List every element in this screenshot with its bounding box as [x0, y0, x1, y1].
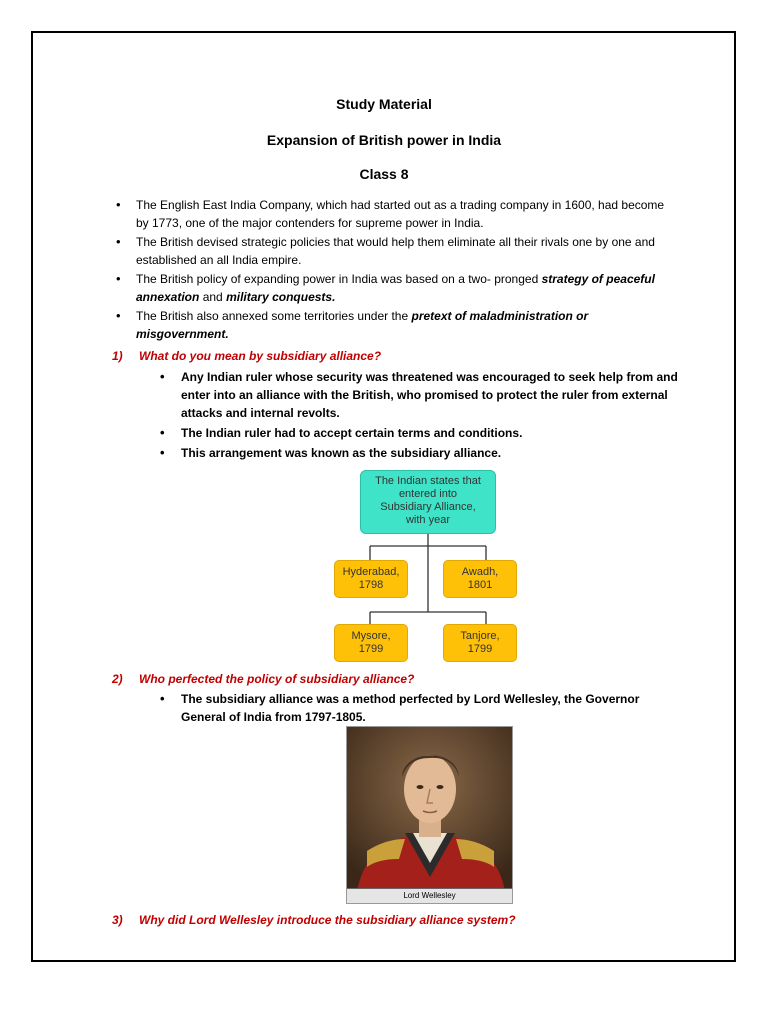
subsidiary-alliance-diagram [330, 470, 525, 670]
diagram-state-box-hyderabad: Hyderabad, 1798 [334, 560, 408, 598]
diagram-root-box: The Indian states that entered into Subsidiary Alliance, with year [360, 470, 496, 534]
class-label: Class 8 [359, 166, 409, 182]
diagram-state-box-tanjore: Tanjore, 1799 [443, 624, 517, 662]
question-3: 3) Why did Lord Wellesley introduce the subsidiary alliance system? [112, 913, 516, 927]
answer-bullet: • The Indian ruler had to accept certain terms and conditions. [158, 424, 678, 442]
answer-bullet: • The subsidiary alliance was a method perfected by Lord Wellesley, the Governor General of India from 1797-1805. [158, 690, 678, 726]
intro-bullet: • The English East India Company, which had started out as a trading company in 1600, had become by 1773, one of the major contenders for supreme power in India. [112, 196, 672, 232]
page-title: Study Material [336, 96, 432, 112]
answer-1-list [158, 368, 678, 464]
intro-bullet: • The British devised strategic policies that would help them eliminate all their rivals one by one and established an all India empire. [112, 233, 672, 269]
intro-bullet: • The British also annexed some territories under the pretext of maladministration or misgovernment. [112, 307, 672, 343]
diagram-state-box-awadh: Awadh, 1801 [443, 560, 517, 598]
answer-bullet: • Any Indian ruler whose security was threatened was encouraged to seek help from and enter into an alliance with the British, who promised to protect the ruler from external attacks and internal revolts. [158, 368, 678, 422]
page-subtitle: Expansion of British power in India [266, 132, 502, 148]
answer-2-list [158, 690, 678, 728]
question-1: 1) What do you mean by subsidiary alliance? [112, 349, 382, 363]
diagram-state-box-mysore: Mysore, 1799 [334, 624, 408, 662]
answer-bullet: • This arrangement was known as the subsidiary alliance. [158, 444, 678, 462]
intro-bullet-list [112, 196, 672, 344]
portrait-image [347, 727, 513, 891]
question-2: 2) Who perfected the policy of subsidiary alliance? [112, 672, 415, 686]
lord-wellesley-portrait [346, 726, 513, 904]
intro-bullet: • The British policy of expanding power in India was based on a two- pronged strategy of peaceful annexation and military conquests. [112, 270, 672, 306]
portrait-caption: Lord Wellesley [347, 888, 512, 903]
